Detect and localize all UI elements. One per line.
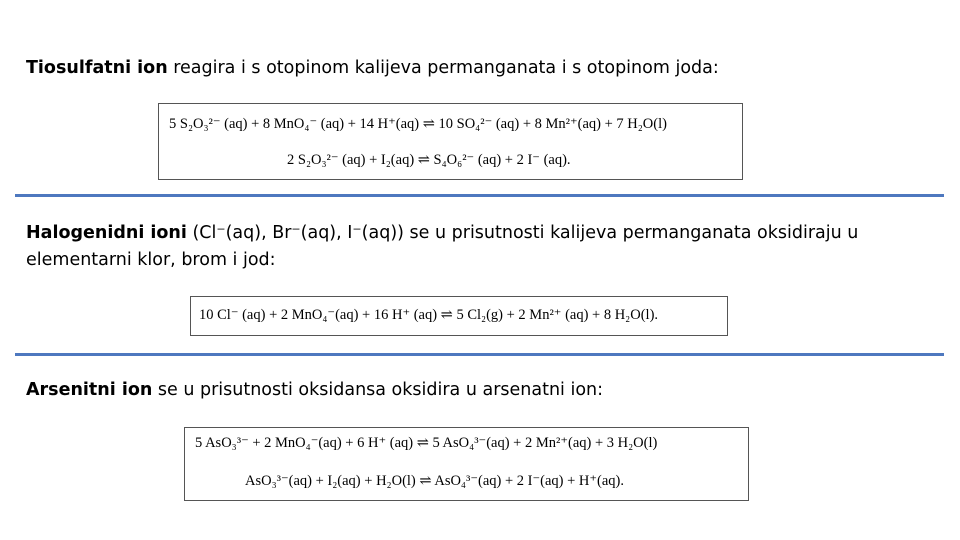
section2-equation-1: 10 Cl⁻ (aq) + 2 MnO₄⁻(aq) + 16 H⁺ (aq) ⇌ 5 Cl₂(g) + 2 Mn²⁺ (aq) + 8 H₂O(l). [199,307,659,323]
section2-term: Halogenidni ioni [26,223,187,243]
section1-equation-box [158,103,743,180]
section3-intro [26,377,603,403]
section3-text: se u prisutnosti oksidansa oksidira u arsenatni ion: [152,380,604,400]
section3-equation-1: 5 AsO₃³⁻ + 2 MnO₄⁻(aq) + 6 H⁺ (aq) ⇌ 5 AsO₄³⁻(aq) + 2 Mn²⁺(aq) + 3 H₂O(l) [195,435,658,451]
section3-equation-2: AsO₃³⁻(aq) + I₂(aq) + H₂O(l) ⇌ AsO₄³⁻(aq) + 2 I⁻(aq) + H⁺(aq). [245,473,624,489]
section2-text: (Cl⁻(aq), Br⁻(aq), I⁻(aq)) se u prisutnosti kalijeva permanganata oksidiraju u [186,223,859,243]
section1-text: reagira i s otopinom kalijeva permanganata i s otopinom joda: [167,58,719,78]
section1-intro [26,55,719,81]
section1-term: Tiosulfatni ion [26,58,168,78]
section1-equation-2: 2 S₂O₃²⁻ (aq) + I₂(aq) ⇌ S₄O₆²⁻ (aq) + 2 I⁻ (aq). [287,152,571,168]
divider-2 [15,353,944,356]
section2-intro-line2: elementarni klor, brom i jod: [26,250,276,270]
section3-term: Arsenitni ion [26,380,153,400]
section1-equation-1: 5 S₂O₃²⁻ (aq) + 8 MnO₄⁻ (aq) + 14 H⁺(aq) ⇌ 10 SO₄²⁻ (aq) + 8 Mn²⁺(aq) + 7 H₂O(l) [169,116,667,132]
divider-1 [15,194,944,197]
section3-equation-box [184,427,749,501]
section2-equation-box [190,296,728,336]
section2-intro [26,220,858,246]
